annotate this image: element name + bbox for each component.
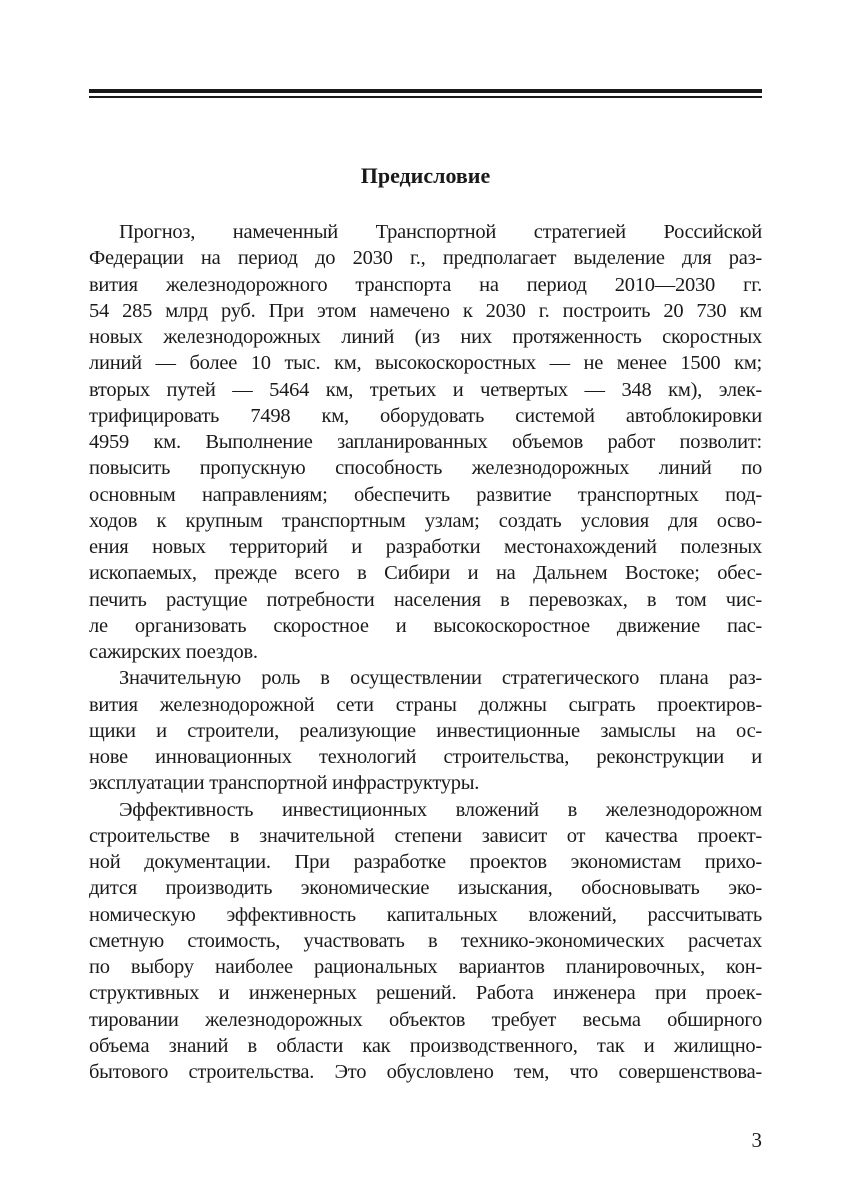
text-line: основным направлениям; обеспечить развитие транспортных под- — [89, 483, 762, 506]
paragraph — [89, 219, 762, 665]
text-line: печить растущие потребности населения в перевозках, в том чис- — [89, 588, 762, 611]
text-line: ле организовать скоростное и высокоскоростное движение пас- — [89, 614, 762, 637]
paragraph — [89, 665, 762, 796]
text-line: сажирских поездов. — [89, 641, 258, 663]
text-line: ения новых территорий и разработки местонахождений полезных — [89, 536, 762, 558]
text-line: ходов к крупным транспортным узлам; создать условия для осво- — [89, 509, 762, 532]
text-line: 54 285 млрд руб. При этом намечено к 2030 г. построить 20 730 км — [89, 299, 762, 322]
page-number: 3 — [751, 1128, 762, 1152]
text-line: вторых путей — 5464 км, третьих и четвертых — 348 км), элек- — [89, 378, 762, 401]
text-line: Прогноз, намеченный Транспортной стратегией Российской — [119, 221, 762, 243]
text-line: по выбору наиболее рациональных вариантов планировочных, кон- — [89, 956, 762, 978]
text-line: линий — более 10 тыс. км, высокоскоростных — не менее 1500 км; — [89, 352, 762, 375]
text-line: 4959 км. Выполнение запланированных объемов работ позволит: — [89, 431, 762, 453]
paragraph — [89, 797, 762, 1086]
text-line: новых железнодорожных линий (из них протяженность скоростных — [89, 326, 762, 348]
text-line: Эффективность инвестиционных вложений в железнодорожном — [119, 798, 762, 821]
text-line: ной документации. При разработке проектов экономистам прихо- — [89, 851, 762, 873]
text-line: Значительную роль в осуществлении стратегического плана раз- — [119, 667, 762, 690]
text-line: строительстве в значительной степени зависит от качества проект- — [89, 824, 762, 847]
text-line: щики и строители, реализующие инвестиционные замыслы на ос- — [89, 719, 762, 742]
header-rule-thin — [89, 96, 762, 98]
text-line: трифицировать 7498 км, оборудовать системой автоблокировки — [89, 404, 762, 427]
text-line: вития железнодорожного транспорта на период 2010—2030 гг. — [89, 273, 762, 296]
text-line: Федерации на период до 2030 г., предполагает выделение для раз- — [89, 247, 762, 270]
page-title: Предисловие — [360, 163, 491, 188]
text-line: дится производить экономические изыскания, обосновывать эко- — [89, 877, 762, 900]
text-line: бытового строительства. Это обусловлено тем, что совершенствова- — [89, 1061, 762, 1083]
text-line: номическую эффективность капитальных вложений, рассчитывать — [89, 903, 762, 926]
header-rule-thick — [89, 89, 762, 93]
text-line: вития железнодорожной сети страны должны сыграть проектиров- — [89, 693, 762, 716]
text-line: сметную стоимость, участвовать в технико-экономических расчетах — [89, 929, 762, 952]
text-line: тировании железнодорожных объектов требует весьма обширного — [89, 1008, 762, 1031]
text-line: ископаемых, прежде всего в Сибири и на Дальнем Востоке; обес- — [89, 562, 762, 585]
text-line: структивных и инженерных решений. Работа инженера при проек- — [89, 982, 762, 1005]
text-line: повысить пропускную способность железнодорожных линий по — [89, 457, 762, 480]
body-text — [89, 219, 762, 1085]
text-line: объема знаний в области как производственного, так и жилищно- — [89, 1034, 762, 1057]
text-line: эксплуатации транспортной инфраструктуры. — [89, 772, 480, 795]
text-line: нове инновационных технологий строительства, реконструкции и — [89, 746, 762, 768]
